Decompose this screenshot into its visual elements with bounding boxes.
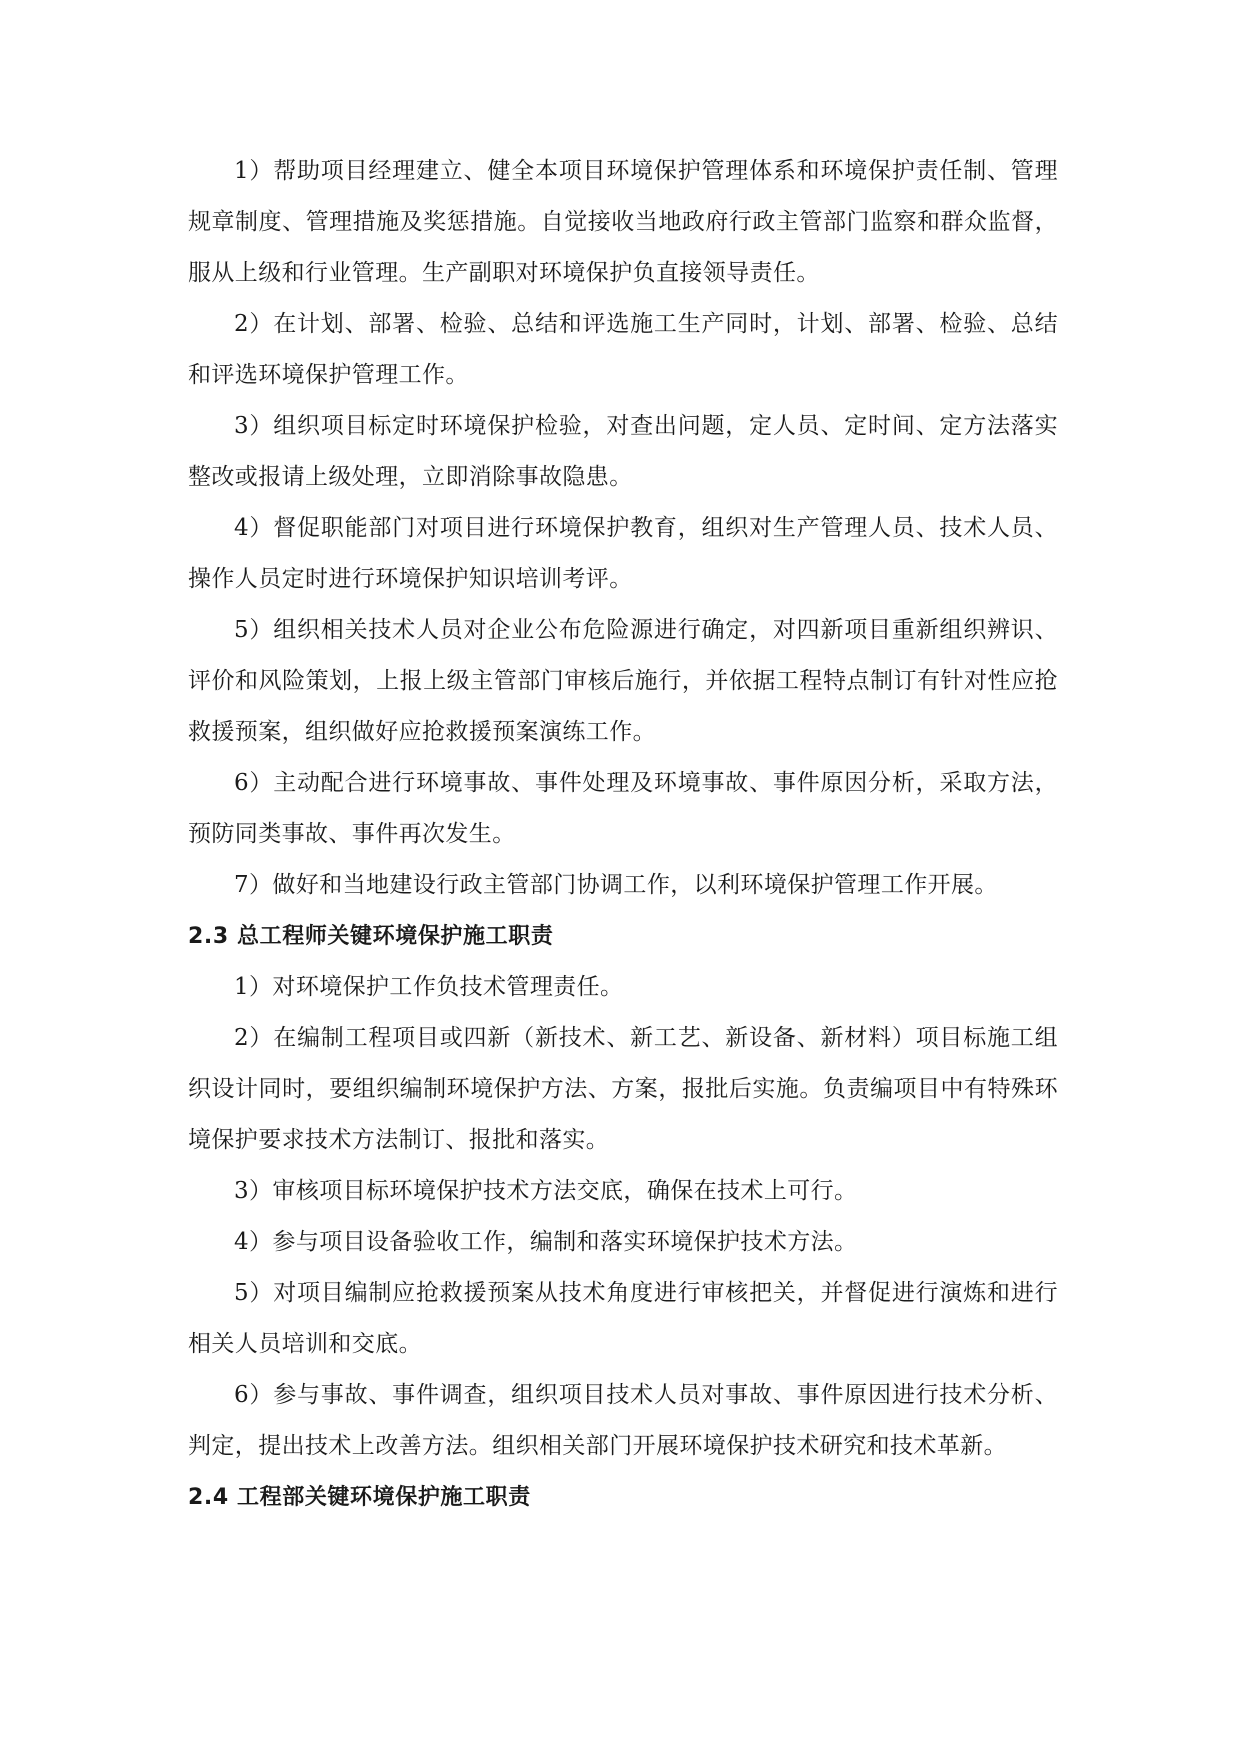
paragraph-5: 5）组织相关技术人员对企业公布危险源进行确定，对四新项目重新组织辨识、评价和风险策划，上报上级主管部门审核后施行，并依据工程特点制订有针对性应抢救援预案，组织做好应抢救援预案演练工作。 [188, 617, 1058, 745]
paragraph-7: 7）做好和当地建设行政主管部门协调工作，以利环境保护管理工作开展。 [234, 872, 998, 898]
chief-engineer-item-2: 2）在编制工程项目或四新（新技术、新工艺、新设备、新材料）项目标施工组织设计同时，要组织编制环境保护方法、方案，报批后实施。负责编项目中有特殊环境保护要求技术方法制订、报批和落实。 [188, 1025, 1058, 1153]
paragraph-1: 1）帮助项目经理建立、健全本项目环境保护管理体系和环境保护责任制、管理规章制度、管理措施及奖惩措施。自觉接收当地政府行政主管部门监察和群众监督，服从上级和行业管理。生产副职对环境保护负直接领导责任。 [188, 158, 1058, 286]
chief-engineer-item-5: 5）对项目编制应抢救援预案从技术角度进行审核把关，并督促进行演炼和进行相关人员培训和交底。 [188, 1280, 1058, 1357]
paragraph-6: 6）主动配合进行环境事故、事件处理及环境事故、事件原因分析，采取方法，预防同类事故、事件再次发生。 [188, 770, 1058, 847]
chief-engineer-item-3: 3）审核项目标环境保护技术方法交底，确保在技术上可行。 [234, 1178, 858, 1204]
chief-engineer-item-1: 1）对环境保护工作负技术管理责任。 [234, 974, 624, 1000]
document-page [188, 146, 1058, 1523]
section-heading-2-4: 2.4 工程部关键环境保护施工职责 [188, 1485, 531, 1510]
paragraph-2: 2）在计划、部署、检验、总结和评选施工生产同时，计划、部署、检验、总结和评选环境保护管理工作。 [188, 311, 1058, 388]
chief-engineer-item-4: 4）参与项目设备验收工作，编制和落实环境保护技术方法。 [234, 1229, 858, 1255]
chief-engineer-item-6: 6）参与事故、事件调查，组织项目技术人员对事故、事件原因进行技术分析、判定，提出技术上改善方法。组织相关部门开展环境保护技术研究和技术革新。 [188, 1382, 1058, 1459]
paragraph-3: 3）组织项目标定时环境保护检验，对查出问题，定人员、定时间、定方法落实整改或报请上级处理，立即消除事故隐患。 [188, 413, 1058, 490]
section-heading-2-3: 2.3 总工程师关键环境保护施工职责 [188, 924, 554, 949]
paragraph-4: 4）督促职能部门对项目进行环境保护教育，组织对生产管理人员、技术人员、操作人员定时进行环境保护知识培训考评。 [188, 515, 1058, 592]
